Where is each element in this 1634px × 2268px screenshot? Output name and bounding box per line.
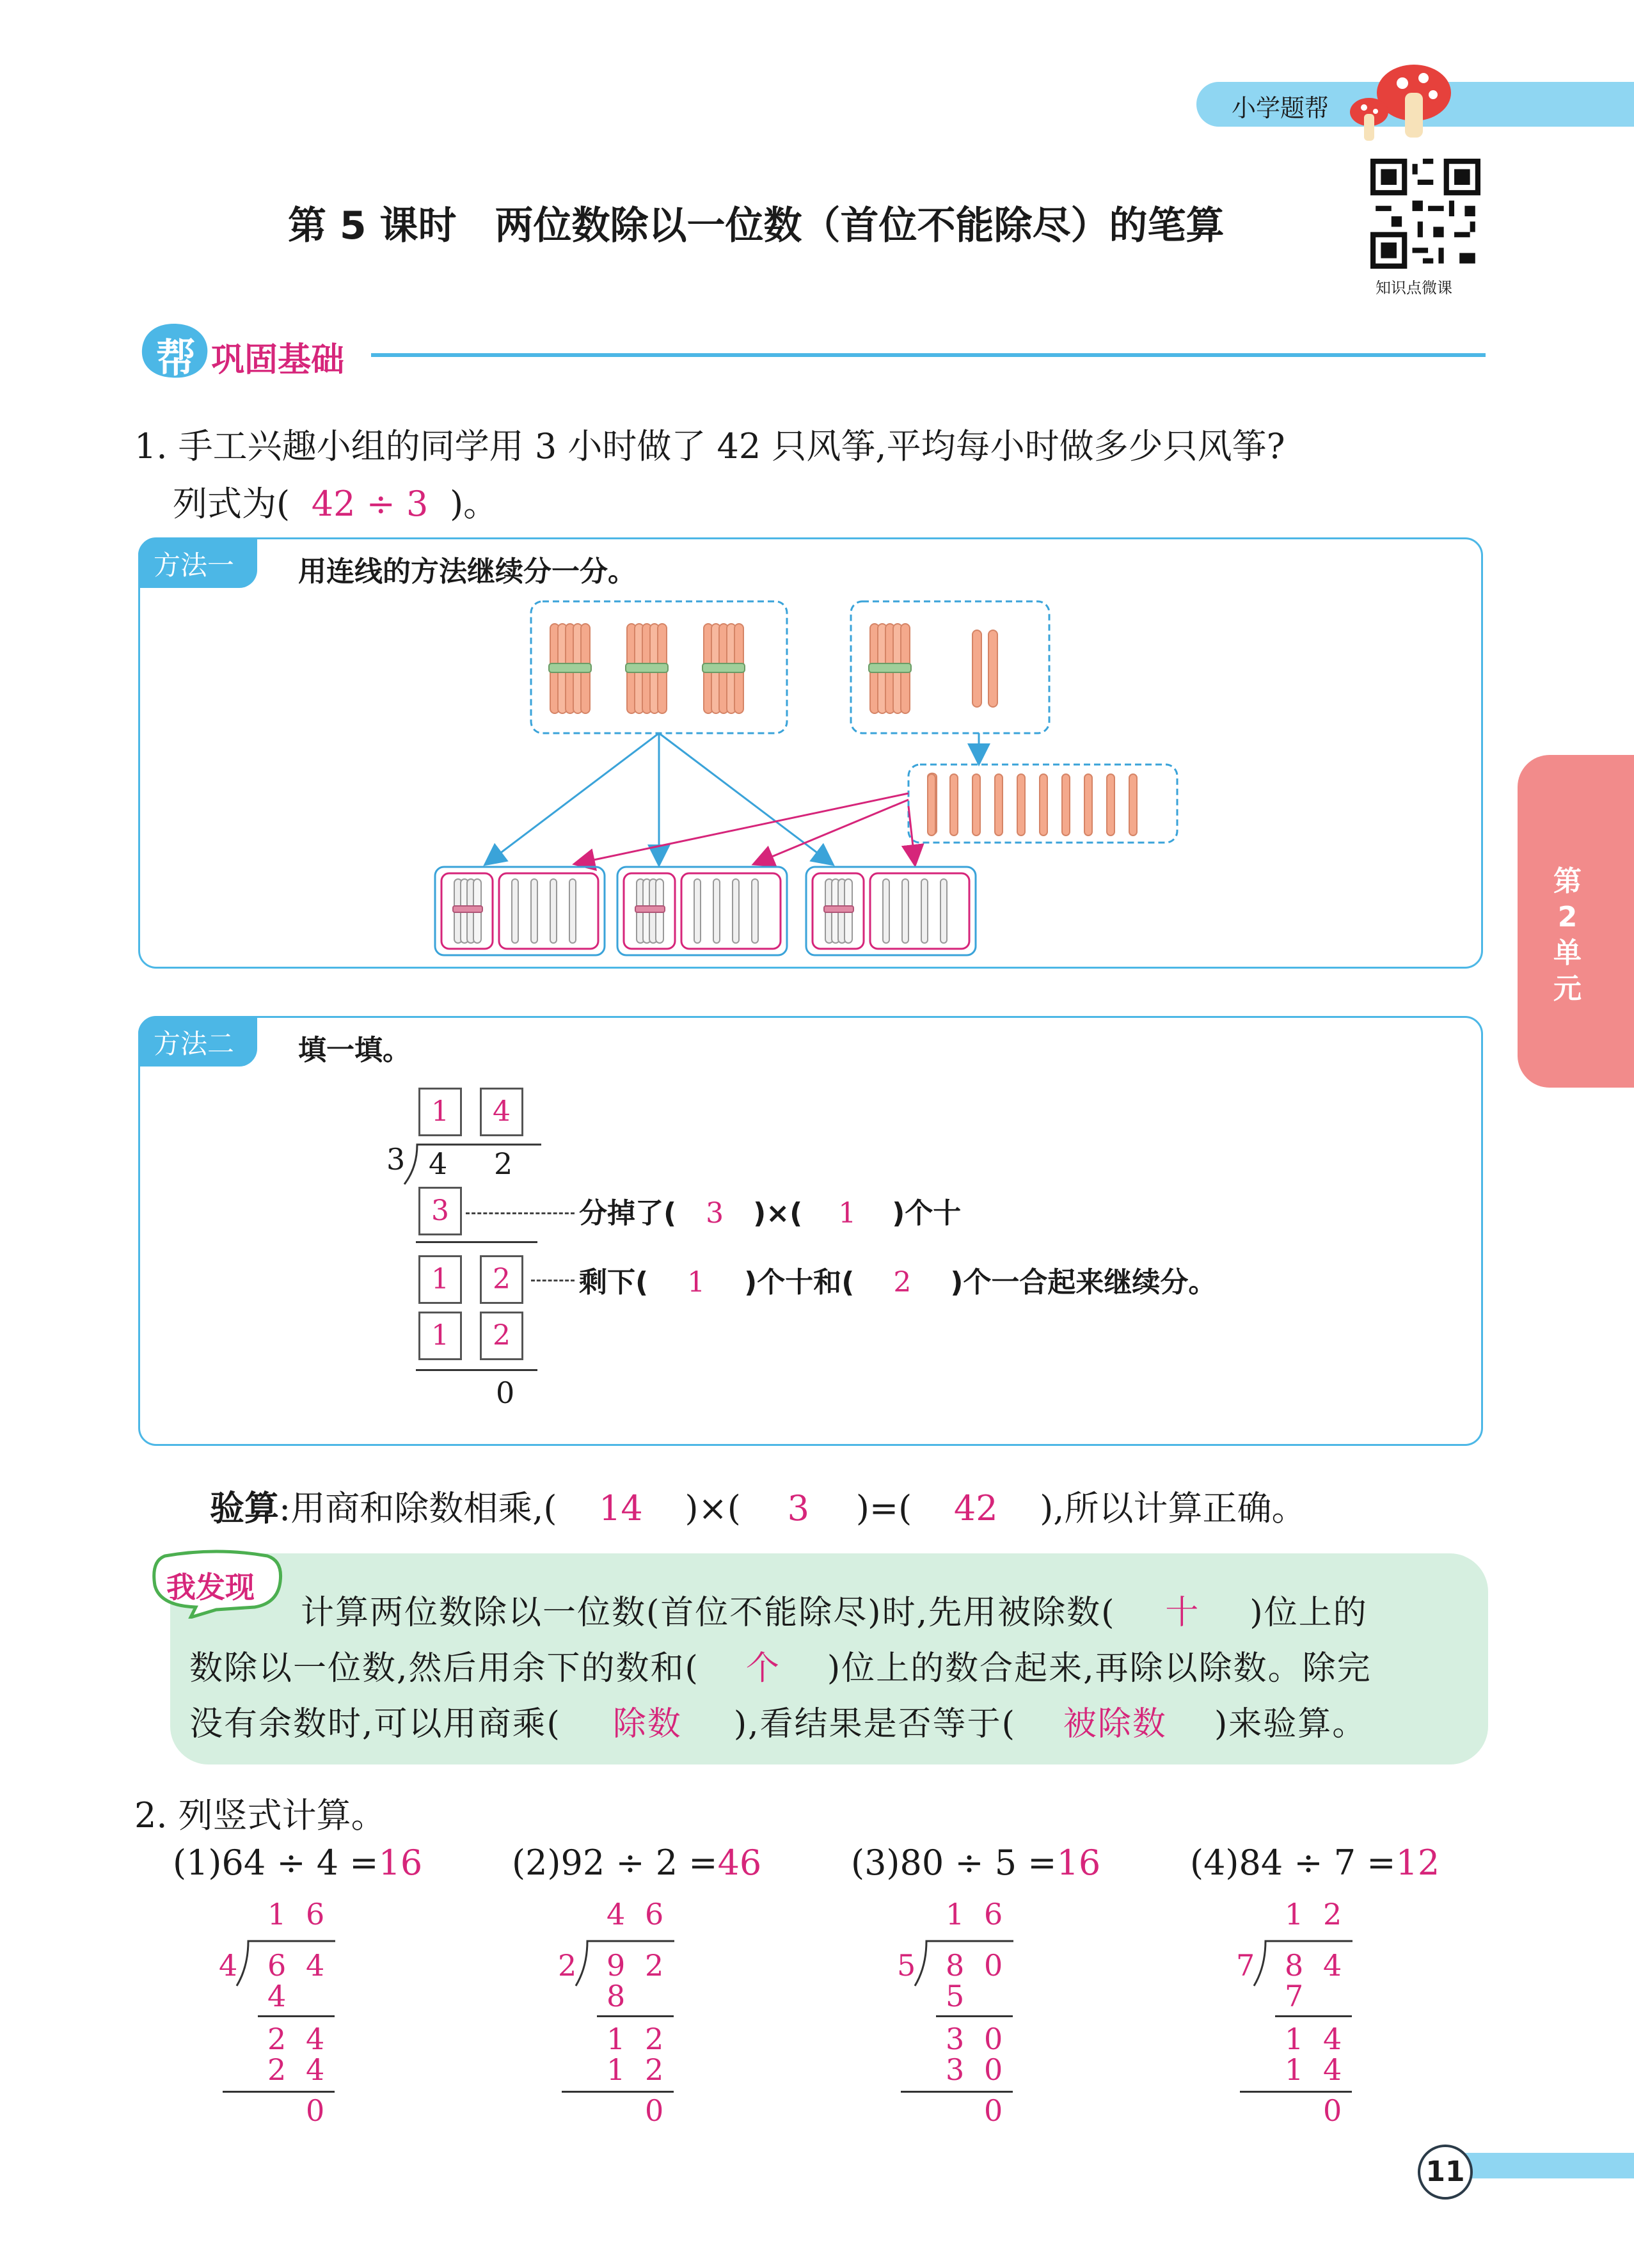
sticks-diagram xyxy=(422,595,1203,966)
check-text: )×( xyxy=(685,1488,741,1528)
step2-digit-box[interactable]: 1 xyxy=(418,1255,462,1304)
division-line xyxy=(1240,2091,1352,2093)
step-digit: 4 xyxy=(1323,2022,1342,2056)
note-remaining xyxy=(579,1259,1216,1300)
divisor: 2 xyxy=(558,1948,577,1983)
section-title: 巩固基础 xyxy=(211,341,345,379)
check-line xyxy=(210,1481,1306,1530)
problem-expression: (4)84 ÷ 7 = xyxy=(1190,1843,1396,1883)
divisor: 5 xyxy=(897,1948,916,1983)
step-digit: 2 xyxy=(645,2022,664,2056)
quotient-digit: 6 xyxy=(306,1897,325,1931)
note-text: )个十和( xyxy=(744,1266,855,1299)
step-digit: 2 xyxy=(645,2052,664,2087)
dividend-digit: 0 xyxy=(984,1948,1003,1983)
mushroom-icon xyxy=(1344,58,1459,147)
method1-label: 用连线的方法继续分一分。 xyxy=(298,555,636,588)
step-digit: 4 xyxy=(1323,2052,1342,2087)
q1-formula-answer: 42 ÷ 3 xyxy=(311,484,429,524)
note-text: )个一合起来继续分。 xyxy=(950,1266,1217,1299)
dividend-digit: 4 xyxy=(429,1146,448,1181)
q1-formula xyxy=(173,477,498,526)
remainder: 0 xyxy=(306,2093,325,2128)
check-answer: 42 xyxy=(953,1488,998,1528)
step-digit: 8 xyxy=(607,1979,626,2013)
division-line xyxy=(936,2015,1013,2017)
quotient-digit: 6 xyxy=(645,1897,664,1931)
check-answer: 14 xyxy=(599,1488,643,1528)
page-number: 11 xyxy=(1418,2145,1473,2200)
remainder: 0 xyxy=(984,2093,1003,2128)
step-digit: 3 xyxy=(946,2052,965,2087)
step-digit: 2 xyxy=(267,2052,287,2087)
problem-answer: 46 xyxy=(717,1843,762,1883)
note-text: 分掉了( xyxy=(579,1197,677,1230)
problem-expression: (3)80 ÷ 5 = xyxy=(851,1843,1057,1883)
problem-label xyxy=(173,1843,422,1883)
division-line xyxy=(258,2015,335,2017)
problem-label xyxy=(851,1843,1100,1883)
note-text: )个十 xyxy=(892,1197,962,1230)
note-answer: 1 xyxy=(838,1197,857,1230)
step-digit: 4 xyxy=(306,2022,325,2056)
divisor: 3 xyxy=(386,1142,406,1177)
discover-answer: 除数 xyxy=(612,1705,682,1743)
step-digit: 5 xyxy=(946,1979,965,2013)
step3-digit-box[interactable]: 2 xyxy=(480,1312,523,1360)
discover-text: )位上的数合起来,再除以除数。除完 xyxy=(827,1649,1372,1688)
quotient-digit-box[interactable]: 1 xyxy=(418,1088,462,1136)
step-digit: 1 xyxy=(1285,2052,1304,2087)
leader-line xyxy=(466,1212,575,1214)
discover-line-2 xyxy=(189,1641,1372,1689)
remainder: 0 xyxy=(1323,2093,1342,2128)
discover-text: 没有余数时,可以用商乘( xyxy=(189,1705,561,1743)
problem-label xyxy=(1190,1843,1440,1883)
brand-label: 小学题帮 xyxy=(1232,94,1329,122)
division-line xyxy=(223,2091,335,2093)
check-text: :用商和除数相乘,( xyxy=(279,1488,557,1528)
discover-answer: 被除数 xyxy=(1063,1705,1167,1743)
discover-text: 数除以一位数,然后用余下的数和( xyxy=(189,1649,699,1688)
method2-label: 填一填。 xyxy=(298,1034,411,1067)
division-bracket xyxy=(403,1142,544,1187)
step-digit: 4 xyxy=(267,1979,287,2013)
problem-label xyxy=(512,1843,761,1883)
leader-line xyxy=(531,1280,575,1281)
division-line xyxy=(597,2015,674,2017)
discover-text: 计算两位数除以一位数(首位不能除尽)时,先用被除数( xyxy=(301,1594,1116,1632)
problem-expression: (1)64 ÷ 4 = xyxy=(173,1843,379,1883)
qr-code-icon[interactable] xyxy=(1370,159,1480,269)
dividend-digit: 4 xyxy=(1323,1948,1342,1983)
quotient-digit: 1 xyxy=(1285,1897,1304,1931)
discover-badge-label: 我发现 xyxy=(166,1570,255,1605)
quotient-digit-box[interactable]: 4 xyxy=(480,1088,523,1136)
problem-answer: 16 xyxy=(378,1843,423,1883)
problem-answer: 16 xyxy=(1056,1843,1101,1883)
method2-box xyxy=(138,1016,1483,1446)
discover-answer: 个 xyxy=(745,1649,781,1688)
q1-text: 1. 手工兴趣小组的同学用 3 小时做了 42 只风筝,平均每小时做多少只风筝? xyxy=(134,426,1285,466)
quotient-digit: 2 xyxy=(1323,1897,1342,1931)
remainder: 0 xyxy=(496,1376,515,1410)
step-digit: 1 xyxy=(607,2022,626,2056)
check-label: 验算 xyxy=(210,1488,279,1528)
q1-formula-prefix: 列式为( xyxy=(173,484,290,524)
divisor: 4 xyxy=(219,1948,238,1983)
problem-answer: 12 xyxy=(1395,1843,1440,1883)
division-line xyxy=(1275,2015,1352,2017)
dividend-digit: 4 xyxy=(306,1948,325,1983)
step-digit: 1 xyxy=(607,2052,626,2087)
method1-tag: 方法一 xyxy=(138,539,257,588)
page-title: 第 5 课时 两位数除以一位数（首位不能除尽）的笔算 xyxy=(288,203,1225,248)
dividend-digit: 8 xyxy=(946,1948,965,1983)
discover-answer: 十 xyxy=(1165,1594,1200,1632)
check-text: )=( xyxy=(855,1488,912,1528)
note-allocated xyxy=(579,1190,961,1231)
division-line xyxy=(901,2091,1013,2093)
step1-digit-box[interactable]: 3 xyxy=(418,1187,462,1235)
method2-tag: 方法二 xyxy=(138,1018,257,1067)
dividend-digit: 9 xyxy=(607,1948,626,1983)
step-digit: 3 xyxy=(946,2022,965,2056)
unit-side-label: 第2单元 xyxy=(1553,865,1582,1005)
dividend-digit: 6 xyxy=(267,1948,287,1983)
page-number-strip xyxy=(1452,2153,1634,2178)
divisor: 7 xyxy=(1236,1948,1255,1983)
step-digit: 1 xyxy=(1285,2022,1304,2056)
discover-line-3 xyxy=(189,1697,1367,1745)
dividend-digit: 8 xyxy=(1285,1948,1304,1983)
division-line xyxy=(416,1241,537,1243)
division-line xyxy=(416,1369,537,1371)
discover-text: )位上的 xyxy=(1249,1594,1368,1632)
quotient-digit: 4 xyxy=(607,1897,626,1931)
check-answer: 3 xyxy=(787,1488,809,1528)
discover-text: )来验算。 xyxy=(1214,1705,1367,1743)
discover-text: ),看结果是否等于( xyxy=(733,1705,1016,1743)
note-answer: 3 xyxy=(706,1197,724,1230)
quotient-digit: 1 xyxy=(946,1897,965,1931)
dividend-digit: 2 xyxy=(494,1146,513,1181)
dividend-digit: 2 xyxy=(645,1948,664,1983)
division-line xyxy=(562,2091,674,2093)
q1-formula-suffix: )。 xyxy=(450,484,498,524)
section-divider xyxy=(371,353,1486,357)
note-text: 剩下( xyxy=(579,1266,649,1299)
qr-caption: 知识点微课 xyxy=(1376,279,1452,297)
step-digit: 7 xyxy=(1285,1979,1304,2013)
problem-expression: (2)92 ÷ 2 = xyxy=(512,1843,718,1883)
q2-title: 2. 列竖式计算。 xyxy=(134,1795,386,1836)
discover-line-1 xyxy=(301,1585,1368,1633)
remainder: 0 xyxy=(645,2093,664,2128)
step-digit: 2 xyxy=(267,2022,287,2056)
step-digit: 0 xyxy=(984,2052,1003,2087)
quotient-digit: 6 xyxy=(984,1897,1003,1931)
check-text: ),所以计算正确。 xyxy=(1040,1488,1306,1528)
step-digit: 4 xyxy=(306,2052,325,2087)
step-digit: 0 xyxy=(984,2022,1003,2056)
step3-digit-box[interactable]: 1 xyxy=(418,1312,462,1360)
quotient-digit: 1 xyxy=(267,1897,287,1931)
note-text: )×( xyxy=(753,1197,803,1230)
section-badge-label: 帮 xyxy=(156,335,196,381)
note-answer: 2 xyxy=(893,1266,912,1299)
note-answer: 1 xyxy=(687,1266,706,1299)
step2-digit-box[interactable]: 2 xyxy=(480,1255,523,1304)
